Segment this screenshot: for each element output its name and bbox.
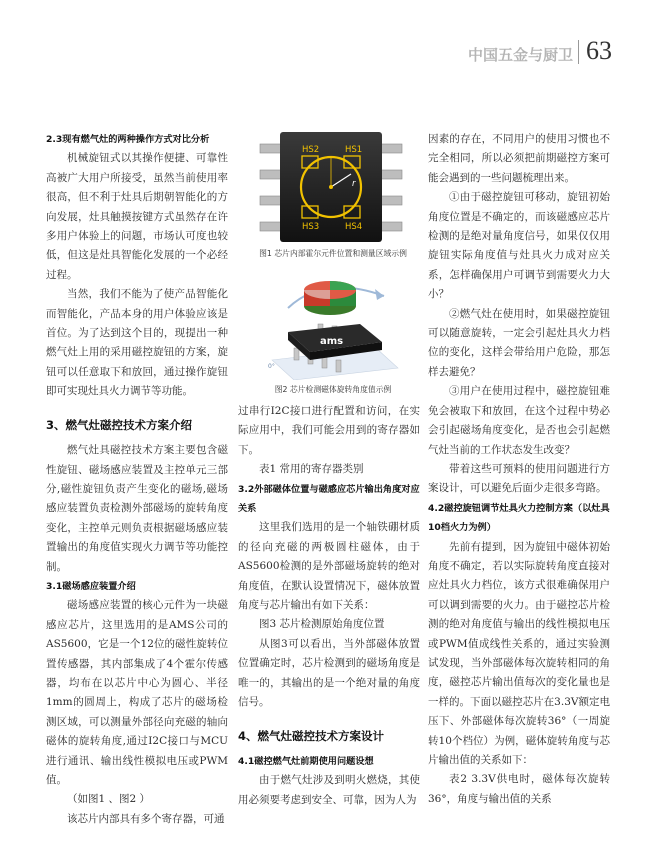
table-2-caption: 表2 3.3V供电时，磁体每次旋转36°，角度与输出值的关系: [428, 773, 610, 805]
page-number: 63: [586, 36, 612, 65]
chip-brand-label: ams: [320, 336, 344, 347]
section-3-1-heading: 3.1磁场感应装置介绍: [46, 580, 136, 592]
column-right: [428, 130, 610, 809]
figure-1-hall-sensor-diagram: [256, 130, 406, 244]
radius-label: r: [352, 179, 356, 189]
list-item: ②燃气灶在使用时，如果磁控旋钮可以随意旋转，一定会引起灶具火力档位的变化，这样会带给用户危险，那怎样去避免？: [428, 307, 610, 378]
table-1-caption: 表1 常用的寄存器类别: [259, 463, 364, 476]
paragraph: 过串行I2C接口进行配置和访问，在实际应用中，我们可能会用到的寄存器如下。: [238, 405, 420, 456]
hs4-label: HS4: [345, 222, 363, 232]
list-item: ①由于磁控旋钮可移动，旋钮初始角度位置是不确定的，而该磁感应芯片检测的是绝对量角度信号，如果仅仅用旋钮实际角度值与灶具火力成对应关系，怎样确保用户可调节到需要火力大小？: [428, 191, 610, 301]
paragraph: 磁场感应装置的核心元件为一块磁感应芯片，这里选用的是AMS公司的AS5600，它是一个12位的磁性旋转位置传感器，其内部集成了4个霍尔传感器，均布在以芯片中心为圆心、半径1mm的圆周上，构成了芯片的磁场检测区域，可以测量外部径向充磁的轴向磁体的旋转角度,通过I2C接口与MCU进行通讯、输出线性模拟电压或PWM值。: [46, 599, 228, 786]
figure-2-magnet-rotation-diagram: [264, 272, 404, 380]
paragraph: 这里我们选用的是一个轴铁硼材质的径向充磁的两极圆柱磁体，由于AS5600检测的是外部磁场旋转的绝对角度值，在默认设置情况下，磁体放置角度与芯片输出有如下关系：: [238, 521, 420, 612]
paragraph: 机械旋钮式以其操作便捷、可靠性高被广大用户所接受，虽然当前使用率很高，但不利于灶具后期朝智能化的方向发展，灶具触摸按键方式虽然存在许多用户体验上的问题，市场认可度也较低，但这是灶具智能化发展的一个必经过程。: [46, 152, 228, 281]
column-left: [46, 130, 228, 829]
paragraph: 先前有提到，因为旋钮中磁体初始角度不确定，若以实际旋转角度直接对应灶具火力档位，该方式很难确保用户可以调到需要的火力。由于磁控芯片检测的绝对角度值与输出的线性模拟电压或PWM值成线性关系的，通过实验测试发现，当外部磁体每次旋转相同的角度，磁控芯片输出值每次的变化量也是一样的。下面以磁控芯片在3.3V额定电压下、外部磁体每次旋转36°（一周旋转10个档位）为例，磁体旋转角度与芯片输出值的关系如下：: [428, 540, 610, 766]
hs2-label: HS2: [302, 145, 320, 155]
column-middle: [238, 402, 420, 810]
hs1-label: HS1: [345, 145, 363, 155]
paragraph: 带着这些可预料的使用问题进行方案设计，可以避免后面少走很多弯路。: [428, 462, 610, 495]
section-4-heading: 4、燃气灶磁控技术方案设计: [238, 728, 385, 743]
hs3-label: HS3: [302, 222, 320, 232]
figure-2-caption: 图2 芯片检测磁体旋转角度值示例: [274, 385, 392, 394]
angle-label: 0°: [268, 363, 275, 370]
header-divider: [578, 40, 579, 64]
section-2-3-heading: 2.3现有燃气灶的两种操作方式对比分析: [46, 134, 210, 145]
paragraph: 由于燃气灶涉及到明火燃烧，其使用必须要考虑到安全、可靠，因为人为: [238, 774, 420, 806]
magazine-brand: 中国五金与厨卫: [468, 46, 574, 64]
section-4-2-heading: 4.2磁控旋钮调节灶具火力控制方案（以灶具10档火力为例）: [428, 502, 610, 534]
paragraph: 因素的存在，不同用户的使用习惯也不完全相同，所以必须把前期磁控方案可能会遇到的一些问题梳理出来。: [428, 133, 610, 184]
figure-1-caption: 图1 芯片内部霍尔元件位置和测量区域示例: [259, 249, 407, 258]
section-3-2-heading: 3.2外部磁体位置与磁感应芯片输出角度对应关系: [238, 483, 420, 515]
figure-reference: （如图1 、图2 ）: [67, 793, 151, 806]
paragraph: 当然，我们不能为了使产品智能化而智能化，产品本身的用户体验应该是首位。为了达到这个目的，现提出一种燃气灶上用的采用磁控旋钮的方案，旋钮可以任意取下和放回，通过操作旋钮即可实现灶具火力调节等功能。: [46, 288, 228, 398]
paragraph: 从图3可以看出，当外部磁体放置位置确定时，芯片检测到的磁场角度是唯一的，其输出的是一个绝对量的角度信号。: [238, 637, 420, 709]
list-item: ③用户在使用过程中，磁控旋钮难免会被取下和放回，在这个过程中势必会引起磁场角度变化，是否也会引起燃气灶当前的工作状态发生改变？: [428, 385, 610, 456]
section-3-heading: 3、燃气灶磁控技术方案介绍: [46, 417, 193, 432]
section-4-1-heading: 4.1磁控燃气灶前期使用问题设想: [238, 755, 374, 767]
paragraph: 该芯片内部具有多个寄存器，可通: [67, 812, 225, 825]
figure-3-caption: 图3 芯片检测原始角度位置: [259, 618, 385, 631]
paragraph: 燃气灶具磁控技术方案主要包含磁性旋钮、磁场感应装置及主控单元三部分,磁性旋钮负责产生变化的磁场,磁场感应装置负责检测外部磁场的旋转角度变化，主控单元则负责根据磁场感应装置输出的角度值实现火力调节等功能控制。: [46, 444, 228, 573]
